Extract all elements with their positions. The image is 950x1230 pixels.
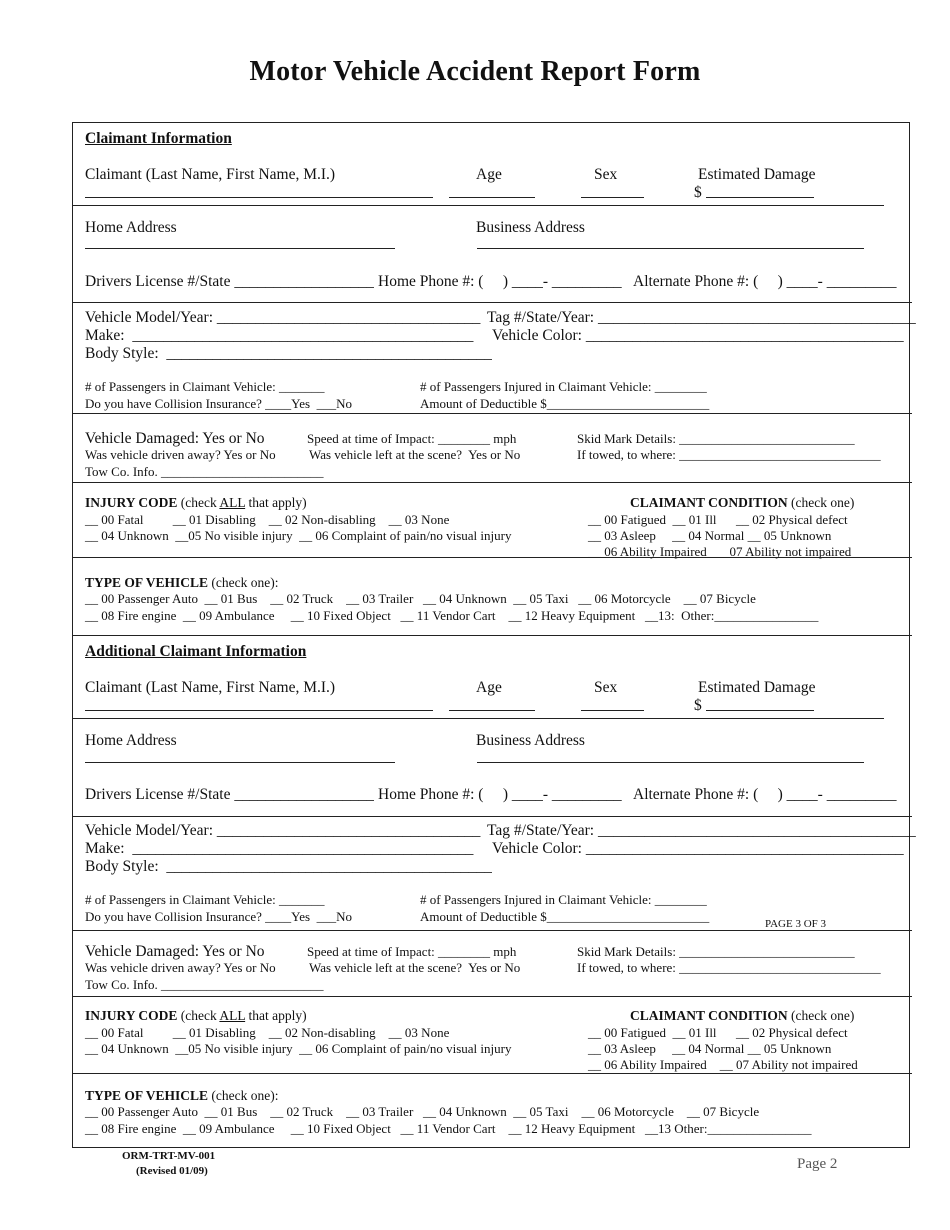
left-at-scene-field[interactable]: Was vehicle left at the scene? Yes or No [309, 960, 521, 975]
claimant-name-label: Claimant (Last Name, First Name, M.I.) [85, 679, 336, 696]
home-address-field[interactable] [85, 762, 395, 763]
make-field[interactable]: Make: ____________________________________________ [85, 327, 474, 344]
row-divider [72, 718, 884, 719]
section-divider [72, 413, 912, 414]
vehicle-color-field[interactable]: Vehicle Color: _________________________________________ [492, 327, 904, 344]
claimant-condition-heading: CLAIMANT CONDITION (check one) [630, 495, 855, 510]
vehicle-type-heading: TYPE OF VEHICLE (check one): [85, 575, 279, 590]
age-label: Age [476, 679, 502, 696]
alternate-phone-field[interactable]: Alternate Phone #: ( ) ____- _________ [633, 786, 897, 803]
age-field[interactable] [449, 710, 535, 711]
condition-options-row3[interactable]: __ 06 Ability Impaired __ 07 Ability not impaired [588, 1057, 858, 1072]
estimated-damage-field[interactable] [706, 197, 814, 198]
injury-options-row1[interactable]: __ 00 Fatal __ 01 Disabling __ 02 Non-disabling __ 03 None [85, 512, 450, 527]
vehicle-damaged-field[interactable]: Vehicle Damaged: Yes or No [85, 430, 265, 447]
estimated-damage-field[interactable] [706, 710, 814, 711]
estimated-damage-label: Estimated Damage [698, 679, 816, 696]
collision-insurance-field[interactable]: Do you have Collision Insurance? ____Yes ___No [85, 909, 352, 924]
section-divider [72, 557, 912, 558]
injury-code-heading: INJURY CODE (check ALL that apply) [85, 495, 307, 510]
passengers-injured-field[interactable]: # of Passengers Injured in Claimant Vehicle: ________ [420, 379, 707, 394]
condition-options-row1[interactable]: __ 00 Fatigued __ 01 Ill __ 02 Physical defect [588, 512, 848, 527]
home-phone-field[interactable]: Home Phone #: ( ) ____- _________ [378, 786, 622, 803]
sex-field[interactable] [581, 710, 644, 711]
sex-label: Sex [594, 679, 618, 696]
passengers-field[interactable]: # of Passengers in Claimant Vehicle: _______ [85, 379, 325, 394]
section-divider [72, 635, 912, 636]
condition-options-row1[interactable]: __ 00 Fatigued __ 01 Ill __ 02 Physical defect [588, 1025, 848, 1040]
claimant-condition-heading: CLAIMANT CONDITION (check one) [630, 1008, 855, 1023]
section-divider [72, 816, 912, 817]
business-address-field[interactable] [477, 248, 864, 249]
section-divider [72, 302, 912, 303]
towed-to-field[interactable]: If towed, to where: _______________________________ [577, 447, 881, 462]
age-field[interactable] [449, 197, 535, 198]
age-label: Age [476, 166, 502, 183]
condition-options-row2[interactable]: __ 03 Asleep __ 04 Normal __ 05 Unknown [588, 1041, 832, 1056]
page-number: Page 2 [797, 1156, 838, 1172]
alternate-phone-field[interactable]: Alternate Phone #: ( ) ____- _________ [633, 273, 897, 290]
claimant-name-field[interactable] [85, 197, 433, 198]
towed-to-field[interactable]: If towed, to where: _______________________________ [577, 960, 881, 975]
page-marker: PAGE 3 OF 3 [765, 918, 827, 930]
tow-company-field[interactable]: Tow Co. Info. _________________________ [85, 464, 324, 479]
vehicle-model-field[interactable]: Vehicle Model/Year: __________________________________ [85, 822, 481, 839]
section-divider [72, 1073, 912, 1074]
speed-field[interactable]: Speed at time of Impact: ________ mph [307, 431, 517, 446]
driven-away-field[interactable]: Was vehicle driven away? Yes or No [85, 960, 276, 975]
vehicle-type-row2[interactable]: __ 08 Fire engine __ 09 Ambulance __ 10 Fixed Object __ 11 Vendor Cart __ 12 Heavy Equipment __13: Other:________________ [85, 608, 819, 623]
injury-code-heading: INJURY CODE (check ALL that apply) [85, 1008, 307, 1023]
vehicle-type-row1[interactable]: __ 00 Passenger Auto __ 01 Bus __ 02 Truck __ 03 Trailer __ 04 Unknown __ 05 Taxi __ 06 Motorcycle __ 07 Bicycle [85, 1104, 760, 1119]
driven-away-field[interactable]: Was vehicle driven away? Yes or No [85, 447, 276, 462]
drivers-license-field[interactable]: Drivers License #/State __________________ [85, 273, 374, 290]
vehicle-model-field[interactable]: Vehicle Model/Year: __________________________________ [85, 309, 481, 326]
claimant-name-label: Claimant (Last Name, First Name, M.I.) [85, 166, 336, 183]
tag-field[interactable]: Tag #/State/Year: _________________________________________ [487, 309, 916, 326]
injury-options-row1[interactable]: __ 00 Fatal __ 01 Disabling __ 02 Non-disabling __ 03 None [85, 1025, 450, 1040]
section-divider [72, 482, 912, 483]
dollar-sign: $ [694, 697, 702, 714]
skid-mark-field[interactable]: Skid Mark Details: ___________________________ [577, 431, 855, 446]
sex-label: Sex [594, 166, 618, 183]
condition-options-row3[interactable]: __ 06 Ability Impaired 07 Ability not impaired [588, 544, 852, 559]
vehicle-damaged-field[interactable]: Vehicle Damaged: Yes or No [85, 943, 265, 960]
revised-date: (Revised 01/09) [136, 1165, 208, 1177]
passengers-injured-field[interactable]: # of Passengers Injured in Claimant Vehicle: ________ [420, 892, 707, 907]
home-address-field[interactable] [85, 248, 395, 249]
injury-options-row2[interactable]: __ 04 Unknown __05 No visible injury __ 06 Complaint of pain/no visual injury [85, 1041, 512, 1056]
injury-options-row2[interactable]: __ 04 Unknown __05 No visible injury __ 06 Complaint of pain/no visual injury [85, 528, 512, 543]
deductible-field[interactable]: Amount of Deductible $_________________________ [420, 909, 710, 924]
vehicle-type-row2[interactable]: __ 08 Fire engine __ 09 Ambulance __ 10 Fixed Object __ 11 Vendor Cart __ 12 Heavy Equipment __13 Other:________________ [85, 1121, 812, 1136]
home-address-label: Home Address [85, 219, 177, 236]
business-address-label: Business Address [476, 219, 585, 236]
form-title: Motor Vehicle Accident Report Form [249, 56, 701, 87]
claimant-name-field[interactable] [85, 710, 433, 711]
form-code: ORM-TRT-MV-001 [122, 1150, 216, 1162]
business-address-field[interactable] [477, 762, 864, 763]
additional-claimant-heading: Additional Claimant Information [85, 643, 307, 660]
business-address-label: Business Address [476, 732, 585, 749]
tow-company-field[interactable]: Tow Co. Info. _________________________ [85, 977, 324, 992]
body-style-field[interactable]: Body Style: __________________________________________ [85, 858, 492, 875]
section-divider [72, 930, 912, 931]
row-divider [72, 205, 884, 206]
speed-field[interactable]: Speed at time of Impact: ________ mph [307, 944, 517, 959]
deductible-field[interactable]: Amount of Deductible $_________________________ [420, 396, 710, 411]
make-field[interactable]: Make: ____________________________________________ [85, 840, 474, 857]
skid-mark-field[interactable]: Skid Mark Details: ___________________________ [577, 944, 855, 959]
collision-insurance-field[interactable]: Do you have Collision Insurance? ____Yes ___No [85, 396, 352, 411]
vehicle-color-field[interactable]: Vehicle Color: _________________________________________ [492, 840, 904, 857]
drivers-license-field[interactable]: Drivers License #/State __________________ [85, 786, 374, 803]
claimant-info-heading: Claimant Information [85, 130, 232, 147]
sex-field[interactable] [581, 197, 644, 198]
condition-options-row2[interactable]: __ 03 Asleep __ 04 Normal __ 05 Unknown [588, 528, 832, 543]
section-divider [72, 996, 912, 997]
dollar-sign: $ [694, 184, 702, 201]
passengers-field[interactable]: # of Passengers in Claimant Vehicle: _______ [85, 892, 325, 907]
home-address-label: Home Address [85, 732, 177, 749]
estimated-damage-label: Estimated Damage [698, 166, 816, 183]
body-style-field[interactable]: Body Style: __________________________________________ [85, 345, 492, 362]
tag-field[interactable]: Tag #/State/Year: _________________________________________ [487, 822, 916, 839]
home-phone-field[interactable]: Home Phone #: ( ) ____- _________ [378, 273, 622, 290]
vehicle-type-heading: TYPE OF VEHICLE (check one): [85, 1088, 279, 1103]
left-at-scene-field[interactable]: Was vehicle left at the scene? Yes or No [309, 447, 521, 462]
vehicle-type-row1[interactable]: __ 00 Passenger Auto __ 01 Bus __ 02 Truck __ 03 Trailer __ 04 Unknown __ 05 Taxi __ 06 Motorcycle __ 07 Bicycle [85, 591, 756, 606]
